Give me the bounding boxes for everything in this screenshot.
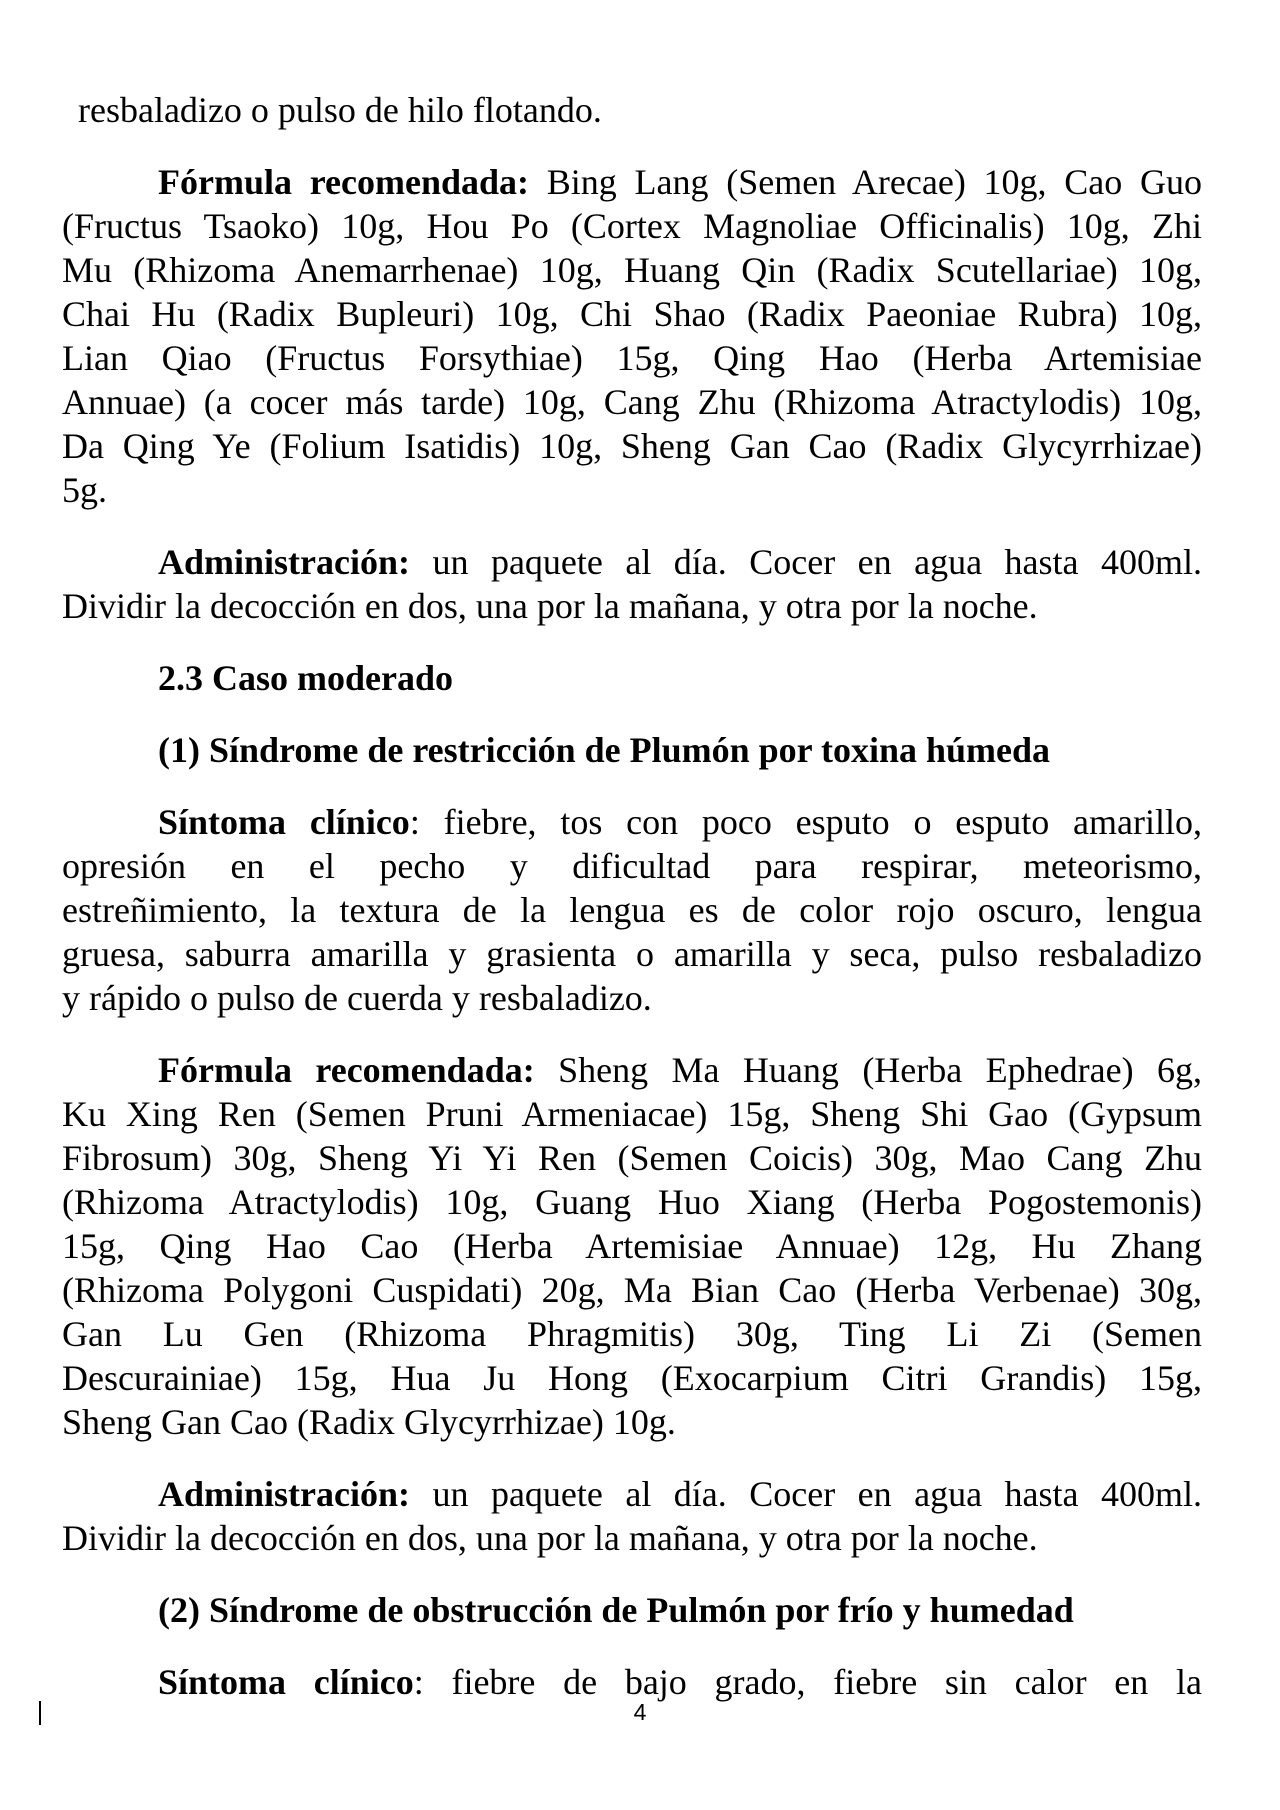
paragraph [62, 1472, 1202, 1560]
bold-run: Administración: [158, 542, 410, 582]
page-number: 4 [633, 1699, 647, 1725]
text-line: gruesa, saburra amarilla y grasienta o amarilla y seca, pulso resbaladizo [62, 934, 1202, 974]
text-line: Fibrosum) 30g, Sheng Yi Yi Ren (Semen Coicis) 30g, Mao Cang Zhu [62, 1138, 1202, 1178]
text-line: y rápido o pulso de cuerda y resbaladizo. [62, 978, 652, 1018]
text-line: (Rhizoma Polygoni Cuspidati) 20g, Ma Bian Cao (Herba Verbenae) 30g, [62, 1270, 1202, 1310]
text-line [62, 656, 1202, 700]
section-heading [62, 656, 1202, 700]
text-line: Administración: un paquete al día. Cocer en agua hasta 400ml. [158, 1474, 1202, 1514]
bold-run: (1) Síndrome de restricción de Plumón por toxina húmeda [158, 730, 1051, 770]
bold-run: Fórmula recomendada: [158, 162, 530, 202]
text-line: opresión en el pecho y dificultad para respirar, meteorismo, [62, 846, 1202, 886]
paragraph [62, 800, 1202, 1020]
text-line: Dividir la decocción en dos, una por la mañana, y otra por la noche. [62, 1518, 1038, 1558]
text-line: Administración: un paquete al día. Cocer en agua hasta 400ml. [158, 542, 1202, 582]
text-line: Gan Lu Gen (Rhizoma Phragmitis) 30g, Ting Li Zi (Semen [62, 1314, 1202, 1354]
text-line: (Fructus Tsaoko) 10g, Hou Po (Cortex Magnoliae Officinalis) 10g, Zhi [62, 206, 1202, 246]
paragraph [62, 1660, 1202, 1704]
text-line: estreñimiento, la textura de la lengua es de color rojo oscuro, lengua [62, 890, 1202, 930]
text-line [62, 1588, 1202, 1632]
text-line [62, 728, 1202, 772]
section-heading [62, 1588, 1202, 1632]
bold-run: Síntoma clínico [158, 802, 410, 842]
text-line: Síntoma clínico: fiebre, tos con poco esputo o esputo amarillo, [158, 802, 1202, 842]
bold-run: (2) Síndrome de obstrucción de Pulmón por frío y humedad [158, 1590, 1074, 1630]
text-line: resbaladizo o pulso de hilo flotando. [78, 90, 602, 130]
text-line: Síntoma clínico: fiebre de bajo grado, fiebre sin calor en la [158, 1662, 1202, 1702]
bold-run: Administración: [158, 1474, 410, 1514]
text-line: Fórmula recomendada: Sheng Ma Huang (Herba Ephedrae) 6g, [158, 1050, 1202, 1090]
paragraph [62, 88, 1202, 132]
text-line: Chai Hu (Radix Bupleuri) 10g, Chi Shao (Radix Paeoniae Rubra) 10g, [62, 294, 1202, 334]
paragraph [62, 1048, 1202, 1444]
page-body [62, 88, 1202, 1704]
text-line: Annuae) (a cocer más tarde) 10g, Cang Zhu (Rhizoma Atractylodis) 10g, [62, 382, 1202, 422]
text-line: (Rhizoma Atractylodis) 10g, Guang Huo Xiang (Herba Pogostemonis) [62, 1182, 1202, 1222]
bold-run: Fórmula recomendada: [158, 1050, 535, 1090]
text-line: Da Qing Ye (Folium Isatidis) 10g, Sheng Gan Cao (Radix Glycyrrhizae) [62, 426, 1202, 466]
text-line: Sheng Gan Cao (Radix Glycyrrhizae) 10g. [62, 1402, 676, 1442]
text-line: 5g. [62, 470, 107, 510]
text-line: 15g, Qing Hao Cao (Herba Artemisiae Annuae) 12g, Hu Zhang [62, 1226, 1202, 1266]
text-line: Ku Xing Ren (Semen Pruni Armeniacae) 15g, Sheng Shi Gao (Gypsum [62, 1094, 1202, 1134]
bold-run: Síntoma clínico [158, 1662, 414, 1702]
bold-run: 2.3 Caso moderado [158, 658, 453, 698]
text-line: Mu (Rhizoma Anemarrhenae) 10g, Huang Qin (Radix Scutellariae) 10g, [62, 250, 1202, 290]
paragraph [62, 540, 1202, 628]
text-line: Dividir la decocción en dos, una por la mañana, y otra por la noche. [62, 586, 1038, 626]
text-line: Lian Qiao (Fructus Forsythiae) 15g, Qing Hao (Herba Artemisiae [62, 338, 1202, 378]
paragraph [62, 160, 1202, 512]
text-line: Descurainiae) 15g, Hua Ju Hong (Exocarpium Citri Grandis) 15g, [62, 1358, 1202, 1398]
section-heading [62, 728, 1202, 772]
text-line: Fórmula recomendada: Bing Lang (Semen Arecae) 10g, Cao Guo [158, 162, 1202, 202]
